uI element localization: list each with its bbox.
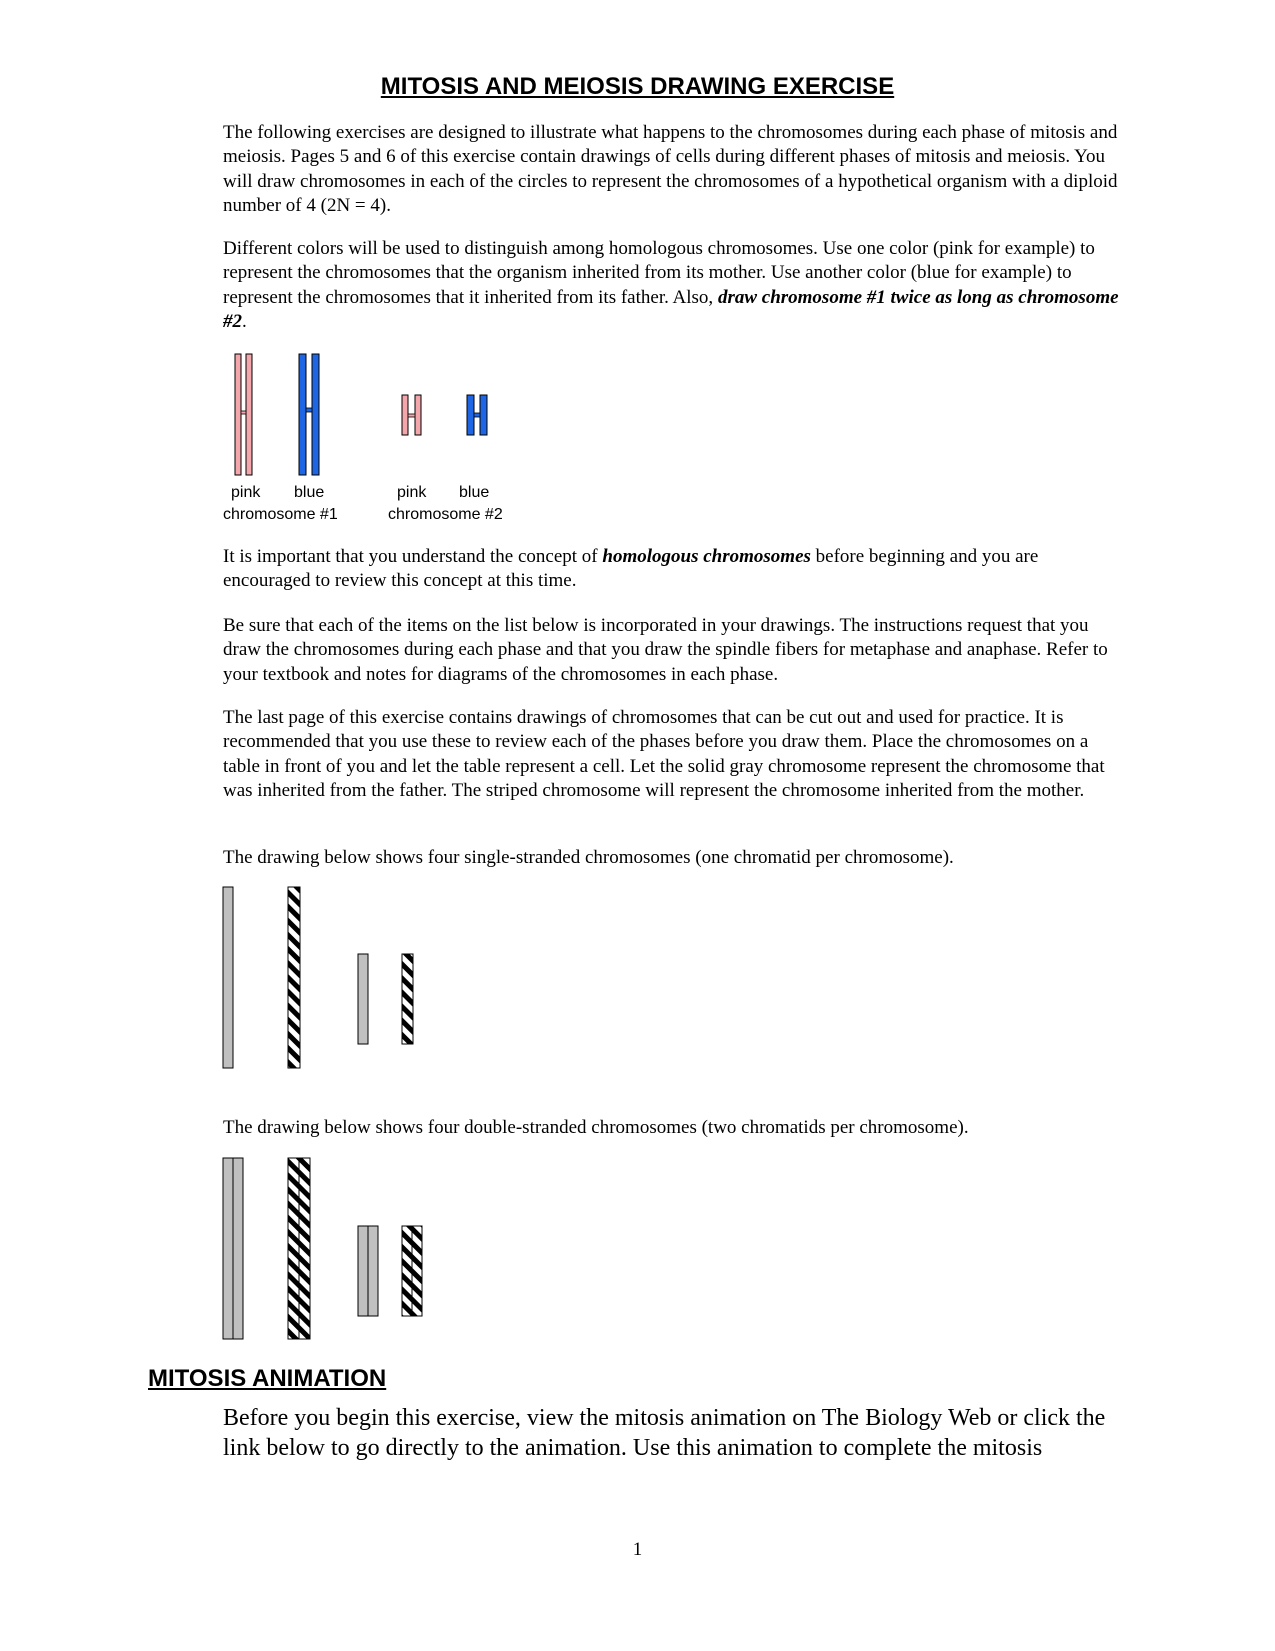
striped-double-chromosome-long bbox=[288, 1158, 310, 1339]
single-stranded-caption: The drawing below shows four single-stranded chromosomes (one chromatid per chromosome). bbox=[223, 847, 954, 868]
page-title: MITOSIS AND MEIOSIS DRAWING EXERCISE bbox=[380, 73, 895, 100]
gray-double-chromosome-short bbox=[358, 1226, 378, 1316]
pink-label-2: pink bbox=[397, 484, 427, 501]
intro-paragraph: The following exercises are designed to illustrate what happens to the chromosomes during each phase of mitosis and meiosis. Pages 5 and 6 of this exercise contain drawings of cells during different phases of mitosis and meiosis. You will draw chromosomes in each of the circles to represent the chromosomes of a hypothetical organism with a diploid number of 4 (2N = 4). bbox=[223, 122, 1118, 216]
colors-paragraph-text: Different colors will be used to distinguish among homologous chromosomes. Use one color (pink for example) to represent the chromosomes that the organism inherited from its mother. Use another color (blue for example) to represent the chromosomes that it inherited from its father. Also, bbox=[223, 238, 1095, 308]
striped-double-chromosome-short bbox=[402, 1226, 422, 1316]
practice-paragraph: The last page of this exercise contains drawings of chromosomes that can be cut out and used for practice. It is recommended that you use these to review each of the phases before you draw them. Place the chromosomes on a table in front of you and let the table represent a cell. Let the solid gray chromosome represent the chromosome that was inherited from the father. The striped chromosome will represent the chromosome inherited from the mother. bbox=[223, 707, 1105, 801]
blue-label-2: blue bbox=[459, 484, 490, 501]
pink-label-1: pink bbox=[231, 484, 261, 501]
instructions-paragraph: Be sure that each of the items on the list below is incorporated in your drawings. The instructions request that you draw the chromosomes during each phase and that you draw the spindle fibers for metaphase and anaphase. Refer to your textbook and notes for diagrams of the chromosomes in each phase. bbox=[223, 615, 1108, 685]
chromosome-1-label: chromosome #1 bbox=[223, 506, 338, 523]
gray-double-chromosome-long bbox=[223, 1158, 243, 1339]
chromosome-2-label: chromosome #2 bbox=[388, 506, 503, 523]
homologous-paragraph-before: It is important that you understand the concept of bbox=[223, 546, 603, 567]
page-number: 1 bbox=[632, 1539, 643, 1560]
blue-label-1: blue bbox=[294, 484, 325, 501]
double-stranded-caption: The drawing below shows four double-stranded chromosomes (two chromatids per chromosome). bbox=[223, 1117, 969, 1138]
colors-paragraph-emphasis: draw chromosome #1 twice as long as chromosome #2 bbox=[223, 286, 1119, 332]
animation-paragraph: Before you begin this exercise, view the mitosis animation on The Biology Web or click the link below to go directly to the animation. Use this animation to complete the mitosis bbox=[223, 1405, 1106, 1461]
colors-paragraph-end: . bbox=[242, 310, 247, 332]
section-heading-mitosis-animation: MITOSIS ANIMATION bbox=[148, 1365, 387, 1392]
homologous-paragraph-after: before beginning and you are encouraged to review this concept at this time. bbox=[223, 546, 1039, 592]
homologous-chromosomes-emphasis: homologous chromosomes bbox=[602, 546, 811, 567]
